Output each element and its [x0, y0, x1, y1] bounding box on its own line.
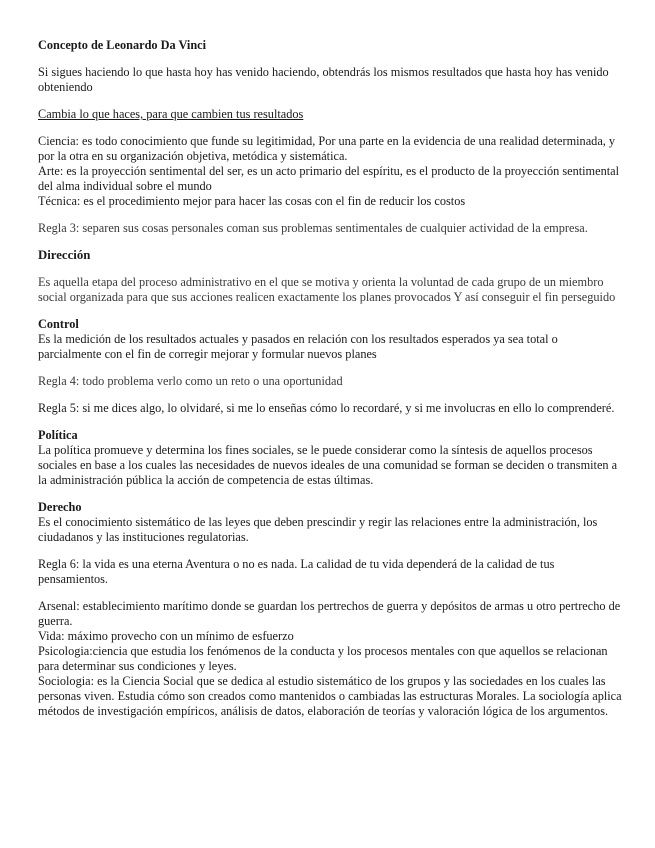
direccion-text: Es aquella etapa del proceso administrativo en el que se motiva y orienta la voluntad de cada grupo de un miembro social organizada para que sus acciones realicen exactamente los planes provocados Y así conseguir el fin perseguido: [38, 275, 616, 304]
document-title: Concepto de Leonardo Da Vinci: [38, 38, 207, 52]
control-heading: Control: [38, 317, 79, 331]
regla-6: Regla 6: la vida es una eterna Aventura o no es nada. La calidad de tu vida dependerá de la calidad de tus pensamientos.: [38, 557, 555, 586]
psicologia-definition: Psicologia:ciencia que estudia los fenómenos de la conducta y los procesos mentales con que aquellos se relacionan para determinar sus condiciones y leyes.: [38, 644, 608, 673]
sociologia-definition: Sociologia: es la Ciencia Social que se dedica al estudio sistemático de los grupos y las sociedades en los cuales las personas viven. Estudia cómo son creados como mantenidos o cambiadas las estructuras Morales. La sociología aplica métodos de investigación empíricos, análisis de datos, elaboración de teorías y valoración lógica de los argumentos.: [38, 674, 622, 718]
tecnica-definition: Técnica: es el procedimiento mejor para hacer las cosas con el fin de reducir los costos: [38, 194, 466, 208]
arte-definition: Arte: es la proyección sentimental del ser, es un acto primario del espíritu, es el producto de la proyección sentimental del alma individual sobre el mundo: [38, 164, 620, 193]
regla-5: Regla 5: si me dices algo, lo olvidaré, si me lo enseñas cómo lo recordaré, y si me involucras en ello lo comprenderé.: [38, 401, 615, 415]
regla-3: Regla 3: separen sus cosas personales coman sus problemas sentimentales de cualquier actividad de la empresa.: [38, 221, 588, 235]
direccion-heading: Dirección: [38, 248, 91, 262]
quote-paragraph: Si sigues haciendo lo que hasta hoy has venido haciendo, obtendrás los mismos resultados que hasta hoy has venido obteniendo: [38, 65, 609, 94]
regla-4: Regla 4: todo problema verlo como un reto o una oportunidad: [38, 374, 343, 388]
derecho-heading: Derecho: [38, 500, 82, 514]
politica-text: La política promueve y determina los fines sociales, se le puede considerar como la síntesis de aquellos procesos sociales en base a los cuales las necesidades de nuevos ideales de una comunidad se forman se deciden o transmiten a la administración pública la acción de competencia de estas últimas.: [38, 443, 618, 487]
politica-heading: Política: [38, 428, 78, 442]
arsenal-definition: Arsenal: establecimiento marítimo donde se guardan los pertrechos de guerra y depósitos de armas u otro pertrecho de guerra.: [38, 599, 621, 628]
derecho-text: Es el conocimiento sistemático de las leyes que deben prescindir y regir las relaciones entre la administración, los ciudadanos y las instituciones regulatorias.: [38, 515, 598, 544]
document-page: [38, 38, 623, 719]
ciencia-definition: Ciencia: es todo conocimiento que funde su legitimidad, Por una parte en la evidencia de una realidad determinada, y por la otra en su organización objetiva, metódica y sistemática.: [38, 134, 616, 163]
vida-definition: Vida: máximo provecho con un mínimo de esfuerzo: [38, 629, 294, 643]
cambia-line: Cambia lo que haces, para que cambien tus resultados: [38, 107, 304, 121]
control-text: Es la medición de los resultados actuales y pasados en relación con los resultados esperados ya sea total o parcialmente con el fin de corregir mejorar y formular nuevos planes: [38, 332, 558, 361]
